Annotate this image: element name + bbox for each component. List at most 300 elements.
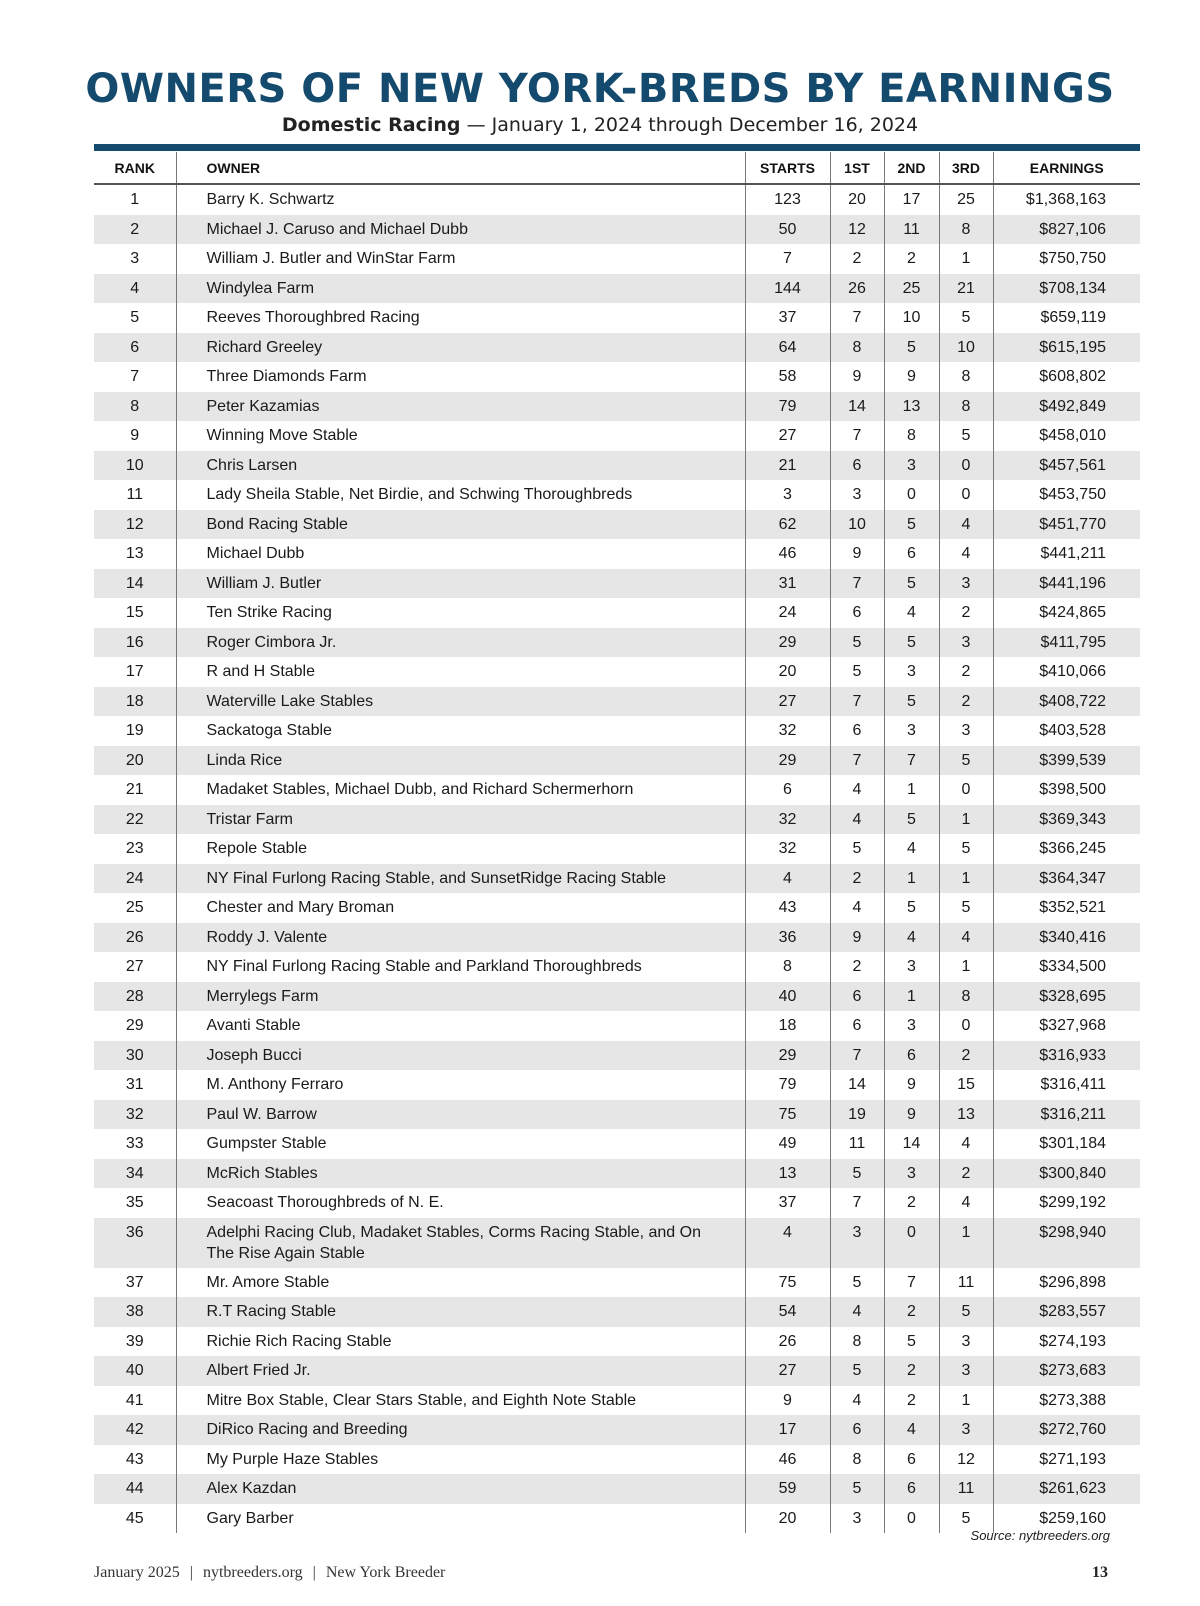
cell-second: 6 bbox=[884, 539, 939, 569]
cell-rank: 18 bbox=[94, 687, 176, 717]
cell-earnings: $399,539 bbox=[993, 746, 1140, 776]
cell-earnings: $334,500 bbox=[993, 952, 1140, 982]
cell-third: 1 bbox=[939, 1386, 993, 1416]
cell-first: 3 bbox=[830, 1218, 884, 1268]
cell-first: 2 bbox=[830, 244, 884, 274]
cell-rank: 17 bbox=[125, 663, 144, 680]
cell-rank: 1 bbox=[130, 191, 140, 208]
table-row bbox=[94, 1100, 1140, 1130]
cell-rank: 26 bbox=[94, 923, 176, 953]
cell-third: 1 bbox=[939, 864, 993, 894]
table-row bbox=[94, 184, 1140, 215]
cell-earnings: $492,849 bbox=[993, 392, 1140, 422]
cell-owner: Michael J. Caruso and Michael Dubb bbox=[176, 215, 745, 245]
cell-owner: NY Final Furlong Racing Stable, and SunsetRidge Racing Stable bbox=[176, 864, 745, 894]
cell-third: 3 bbox=[939, 569, 993, 599]
table-row bbox=[94, 480, 1140, 510]
table-row bbox=[94, 1041, 1140, 1071]
cell-second: 5 bbox=[884, 805, 939, 835]
cell-third: 0 bbox=[939, 451, 993, 481]
cell-owner: Chris Larsen bbox=[176, 451, 745, 481]
cell-second: 3 bbox=[884, 451, 939, 481]
table-row bbox=[94, 628, 1140, 658]
footer-publication: New York Breeder bbox=[325, 1564, 446, 1581]
cell-third: 25 bbox=[939, 184, 993, 215]
cell-second: 0 bbox=[884, 480, 939, 510]
cell-owner: Michael Dubb bbox=[176, 539, 745, 569]
cell-earnings: $615,195 bbox=[993, 333, 1140, 363]
cell-third: 5 bbox=[939, 746, 993, 776]
page-number: 13 bbox=[1092, 1564, 1108, 1581]
cell-rank: 35 bbox=[125, 1194, 144, 1211]
cell-first: 5 bbox=[830, 1356, 884, 1386]
cell-third: 3 bbox=[939, 1327, 993, 1357]
cell-rank: 6 bbox=[94, 333, 176, 363]
cell-starts: 32 bbox=[745, 834, 830, 864]
cell-first: 5 bbox=[830, 1159, 884, 1189]
cell-starts: 9 bbox=[745, 1386, 830, 1416]
cell-third: 1 bbox=[939, 244, 993, 274]
cell-third: 2 bbox=[939, 657, 993, 687]
cell-starts: 21 bbox=[745, 451, 830, 481]
cell-owner: Ten Strike Racing bbox=[176, 598, 745, 628]
cell-rank: 22 bbox=[94, 805, 176, 835]
cell-second: 2 bbox=[884, 1356, 939, 1386]
cell-first: 10 bbox=[830, 510, 884, 540]
cell-first: 5 bbox=[830, 834, 884, 864]
cell-earnings: $272,760 bbox=[993, 1415, 1140, 1445]
table-row bbox=[94, 1356, 1140, 1386]
table-row bbox=[94, 834, 1140, 864]
cell-first: 6 bbox=[830, 982, 884, 1012]
cell-second: 5 bbox=[884, 687, 939, 717]
cell-owner: Winning Move Stable bbox=[176, 421, 745, 451]
cell-second: 5 bbox=[884, 893, 939, 923]
cell-starts: 17 bbox=[745, 1415, 830, 1445]
table-row bbox=[94, 687, 1140, 717]
cell-owner: Richie Rich Racing Stable bbox=[176, 1327, 745, 1357]
cell-earnings: $299,192 bbox=[993, 1188, 1140, 1218]
footer-issue: January 2025 bbox=[94, 1564, 180, 1581]
table-row bbox=[94, 923, 1140, 953]
footer bbox=[94, 1564, 445, 1582]
cell-earnings: $458,010 bbox=[993, 421, 1140, 451]
table-row bbox=[94, 657, 1140, 687]
table-row bbox=[94, 333, 1140, 363]
table-row bbox=[94, 215, 1140, 245]
cell-owner: Reeves Thoroughbred Racing bbox=[176, 303, 745, 333]
cell-owner: Madaket Stables, Michael Dubb, and Richard Schermerhorn bbox=[176, 775, 745, 805]
cell-second: 3 bbox=[884, 952, 939, 982]
cell-owner: Waterville Lake Stables bbox=[176, 687, 745, 717]
cell-first: 6 bbox=[830, 1011, 884, 1041]
cell-first: 9 bbox=[830, 362, 884, 392]
cell-starts: 59 bbox=[745, 1474, 830, 1504]
source-note: Source: nytbreeders.org bbox=[970, 1528, 1110, 1543]
table-row bbox=[94, 362, 1140, 392]
cell-starts: 62 bbox=[745, 510, 830, 540]
cell-starts: 20 bbox=[745, 657, 830, 687]
cell-third: 10 bbox=[939, 333, 993, 363]
table-row bbox=[94, 1188, 1140, 1218]
cell-first: 2 bbox=[830, 864, 884, 894]
subtitle bbox=[0, 114, 1200, 136]
cell-owner: Bond Racing Stable bbox=[176, 510, 745, 540]
cell-rank: 5 bbox=[130, 309, 140, 326]
cell-rank: 29 bbox=[125, 1017, 144, 1034]
cell-third: 5 bbox=[939, 421, 993, 451]
cell-third: 4 bbox=[939, 1188, 993, 1218]
cell-third: 8 bbox=[939, 362, 993, 392]
cell-starts: 31 bbox=[745, 569, 830, 599]
table-row bbox=[94, 1218, 1140, 1268]
cell-second: 25 bbox=[884, 274, 939, 304]
cell-earnings: $369,343 bbox=[993, 805, 1140, 835]
cell-starts: 4 bbox=[745, 1218, 830, 1268]
cell-rank: 10 bbox=[94, 451, 176, 481]
table-row bbox=[94, 303, 1140, 333]
cell-earnings: $659,119 bbox=[993, 303, 1140, 333]
table-row bbox=[94, 1445, 1140, 1475]
cell-second: 2 bbox=[884, 1188, 939, 1218]
cell-rank: 23 bbox=[125, 840, 144, 857]
header-first: 1ST bbox=[830, 152, 884, 184]
cell-second: 8 bbox=[884, 421, 939, 451]
cell-first: 14 bbox=[830, 392, 884, 422]
cell-starts: 46 bbox=[745, 539, 830, 569]
cell-owner: Lady Sheila Stable, Net Birdie, and Schwing Thoroughbreds bbox=[176, 480, 745, 510]
cell-earnings: $274,193 bbox=[993, 1327, 1140, 1357]
cell-starts: 75 bbox=[745, 1100, 830, 1130]
cell-earnings: $827,106 bbox=[993, 215, 1140, 245]
cell-rank: 27 bbox=[125, 958, 144, 975]
cell-earnings: $708,134 bbox=[993, 274, 1140, 304]
cell-rank: 34 bbox=[94, 1159, 176, 1189]
cell-second: 7 bbox=[884, 746, 939, 776]
cell-owner: NY Final Furlong Racing Stable and Parkland Thoroughbreds bbox=[176, 952, 745, 982]
cell-second: 17 bbox=[884, 184, 939, 215]
table-row bbox=[94, 1327, 1140, 1357]
cell-second: 5 bbox=[884, 333, 939, 363]
cell-rank: 21 bbox=[125, 781, 144, 798]
cell-owner: M. Anthony Ferraro bbox=[176, 1070, 745, 1100]
cell-first: 6 bbox=[830, 451, 884, 481]
header-rule bbox=[94, 144, 1140, 151]
cell-owner: Windylea Farm bbox=[176, 274, 745, 304]
cell-second: 5 bbox=[884, 628, 939, 658]
cell-earnings: $366,245 bbox=[993, 834, 1140, 864]
cell-first: 3 bbox=[830, 1504, 884, 1534]
cell-owner: Mr. Amore Stable bbox=[176, 1268, 745, 1298]
cell-first: 6 bbox=[830, 1415, 884, 1445]
table-row bbox=[94, 1386, 1140, 1416]
cell-rank: 3 bbox=[130, 250, 140, 267]
cell-first: 8 bbox=[830, 1327, 884, 1357]
cell-earnings: $316,211 bbox=[993, 1100, 1140, 1130]
cell-rank: 30 bbox=[94, 1041, 176, 1071]
cell-owner: Gumpster Stable bbox=[176, 1129, 745, 1159]
cell-second: 2 bbox=[884, 1297, 939, 1327]
table-row bbox=[94, 421, 1140, 451]
cell-starts: 8 bbox=[745, 952, 830, 982]
cell-earnings: $352,521 bbox=[993, 893, 1140, 923]
cell-owner: Mitre Box Stable, Clear Stars Stable, and Eighth Note Stable bbox=[176, 1386, 745, 1416]
cell-rank: 42 bbox=[94, 1415, 176, 1445]
cell-third: 4 bbox=[939, 539, 993, 569]
cell-first: 2 bbox=[830, 952, 884, 982]
cell-starts: 32 bbox=[745, 716, 830, 746]
cell-starts: 75 bbox=[745, 1268, 830, 1298]
header-starts: STARTS bbox=[745, 152, 830, 184]
table-row bbox=[94, 539, 1140, 569]
cell-starts: 40 bbox=[745, 982, 830, 1012]
cell-rank: 28 bbox=[94, 982, 176, 1012]
cell-earnings: $298,940 bbox=[993, 1218, 1140, 1268]
cell-rank: 9 bbox=[130, 427, 140, 444]
cell-third: 5 bbox=[939, 834, 993, 864]
cell-third: 1 bbox=[939, 952, 993, 982]
cell-starts: 3 bbox=[745, 480, 830, 510]
cell-rank: 19 bbox=[125, 722, 144, 739]
cell-second: 6 bbox=[884, 1445, 939, 1475]
cell-earnings: $410,066 bbox=[993, 657, 1140, 687]
cell-earnings: $411,795 bbox=[993, 628, 1140, 658]
table-row bbox=[94, 598, 1140, 628]
table-row bbox=[94, 569, 1140, 599]
cell-earnings: $441,211 bbox=[993, 539, 1140, 569]
cell-second: 3 bbox=[884, 1159, 939, 1189]
cell-first: 7 bbox=[830, 303, 884, 333]
cell-starts: 13 bbox=[745, 1159, 830, 1189]
cell-first: 8 bbox=[830, 1445, 884, 1475]
cell-earnings: $424,865 bbox=[993, 598, 1140, 628]
cell-earnings: $296,898 bbox=[993, 1268, 1140, 1298]
table-row bbox=[94, 864, 1140, 894]
cell-owner: Richard Greeley bbox=[176, 333, 745, 363]
table-row bbox=[94, 893, 1140, 923]
cell-third: 3 bbox=[939, 1356, 993, 1386]
cell-rank: 12 bbox=[94, 510, 176, 540]
footer-website: nytbreeders.org bbox=[202, 1564, 303, 1581]
cell-rank: 20 bbox=[94, 746, 176, 776]
cell-first: 4 bbox=[830, 775, 884, 805]
cell-second: 9 bbox=[884, 1070, 939, 1100]
cell-first: 4 bbox=[830, 1297, 884, 1327]
cell-first: 7 bbox=[830, 746, 884, 776]
cell-starts: 123 bbox=[745, 184, 830, 215]
cell-rank: 25 bbox=[125, 899, 144, 916]
cell-third: 13 bbox=[939, 1100, 993, 1130]
cell-third: 15 bbox=[939, 1070, 993, 1100]
cell-second: 4 bbox=[884, 923, 939, 953]
cell-second: 2 bbox=[884, 244, 939, 274]
cell-owner: Three Diamonds Farm bbox=[176, 362, 745, 392]
header-third: 3RD bbox=[939, 152, 993, 184]
cell-rank: 8 bbox=[94, 392, 176, 422]
table-row bbox=[94, 1070, 1140, 1100]
cell-third: 21 bbox=[939, 274, 993, 304]
cell-second: 0 bbox=[884, 1504, 939, 1534]
header-owner: OWNER bbox=[176, 152, 745, 184]
cell-owner: Seacoast Thoroughbreds of N. E. bbox=[176, 1188, 745, 1218]
subtitle-bold: Domestic Racing bbox=[281, 114, 461, 136]
footer-separator: | bbox=[312, 1564, 316, 1581]
cell-owner: DiRico Racing and Breeding bbox=[176, 1415, 745, 1445]
cell-first: 4 bbox=[830, 893, 884, 923]
cell-third: 4 bbox=[939, 1129, 993, 1159]
cell-starts: 29 bbox=[745, 628, 830, 658]
cell-second: 1 bbox=[884, 864, 939, 894]
cell-starts: 36 bbox=[745, 923, 830, 953]
cell-owner: R and H Stable bbox=[176, 657, 745, 687]
cell-earnings: $301,184 bbox=[993, 1129, 1140, 1159]
cell-first: 5 bbox=[830, 1474, 884, 1504]
cell-starts: 79 bbox=[745, 1070, 830, 1100]
cell-owner: Tristar Farm bbox=[176, 805, 745, 835]
cell-earnings: $340,416 bbox=[993, 923, 1140, 953]
cell-owner: Sackatoga Stable bbox=[176, 716, 745, 746]
cell-owner: William J. Butler and WinStar Farm bbox=[176, 244, 745, 274]
cell-starts: 7 bbox=[745, 244, 830, 274]
cell-rank: 44 bbox=[94, 1474, 176, 1504]
cell-third: 5 bbox=[939, 1504, 993, 1534]
table-row bbox=[94, 1129, 1140, 1159]
cell-earnings: $364,347 bbox=[993, 864, 1140, 894]
cell-starts: 46 bbox=[745, 1445, 830, 1475]
cell-third: 8 bbox=[939, 982, 993, 1012]
cell-earnings: $273,683 bbox=[993, 1356, 1140, 1386]
table-row bbox=[94, 805, 1140, 835]
cell-rank: 7 bbox=[130, 368, 140, 385]
table-row bbox=[94, 716, 1140, 746]
cell-starts: 18 bbox=[745, 1011, 830, 1041]
cell-earnings: $259,160 bbox=[993, 1504, 1140, 1534]
owners-table bbox=[94, 152, 1140, 1533]
cell-owner: My Purple Haze Stables bbox=[176, 1445, 745, 1475]
cell-first: 7 bbox=[830, 687, 884, 717]
cell-third: 2 bbox=[939, 1041, 993, 1071]
header-earnings: EARNINGS bbox=[993, 152, 1140, 184]
cell-owner: Repole Stable bbox=[176, 834, 745, 864]
cell-owner: Linda Rice bbox=[176, 746, 745, 776]
cell-first: 11 bbox=[830, 1129, 884, 1159]
cell-first: 3 bbox=[830, 480, 884, 510]
cell-third: 5 bbox=[939, 303, 993, 333]
cell-earnings: $453,750 bbox=[993, 480, 1140, 510]
cell-owner: Joseph Bucci bbox=[176, 1041, 745, 1071]
cell-rank: 13 bbox=[125, 545, 144, 562]
cell-starts: 37 bbox=[745, 1188, 830, 1218]
cell-third: 8 bbox=[939, 392, 993, 422]
cell-third: 11 bbox=[939, 1474, 993, 1504]
cell-third: 0 bbox=[939, 480, 993, 510]
page-title: OWNERS OF NEW YORK-BREDS BY EARNINGS bbox=[85, 66, 1115, 112]
cell-starts: 58 bbox=[745, 362, 830, 392]
cell-first: 6 bbox=[830, 716, 884, 746]
cell-second: 5 bbox=[884, 569, 939, 599]
cell-earnings: $457,561 bbox=[993, 451, 1140, 481]
cell-starts: 54 bbox=[745, 1297, 830, 1327]
cell-first: 19 bbox=[830, 1100, 884, 1130]
cell-earnings: $441,196 bbox=[993, 569, 1140, 599]
cell-earnings: $261,623 bbox=[993, 1474, 1140, 1504]
cell-third: 5 bbox=[939, 893, 993, 923]
cell-second: 14 bbox=[884, 1129, 939, 1159]
cell-second: 1 bbox=[884, 775, 939, 805]
cell-earnings: $1,368,163 bbox=[993, 184, 1140, 215]
cell-starts: 26 bbox=[745, 1327, 830, 1357]
cell-rank: 32 bbox=[94, 1100, 176, 1130]
header-rank: RANK bbox=[94, 152, 176, 184]
cell-third: 0 bbox=[939, 1011, 993, 1041]
cell-starts: 24 bbox=[745, 598, 830, 628]
cell-rank: 11 bbox=[126, 486, 144, 503]
table-row bbox=[94, 1297, 1140, 1327]
cell-earnings: $316,933 bbox=[993, 1041, 1140, 1071]
cell-third: 3 bbox=[939, 628, 993, 658]
cell-owner: Gary Barber bbox=[176, 1504, 745, 1534]
cell-starts: 27 bbox=[745, 1356, 830, 1386]
cell-second: 4 bbox=[884, 834, 939, 864]
cell-rank: 37 bbox=[125, 1273, 144, 1291]
cell-first: 5 bbox=[830, 1268, 884, 1298]
cell-starts: 29 bbox=[745, 1041, 830, 1071]
cell-first: 5 bbox=[830, 628, 884, 658]
table-row bbox=[94, 392, 1140, 422]
table-row bbox=[94, 982, 1140, 1012]
table-header-row bbox=[94, 152, 1140, 184]
cell-second: 13 bbox=[884, 392, 939, 422]
cell-second: 9 bbox=[884, 1100, 939, 1130]
cell-third: 12 bbox=[939, 1445, 993, 1475]
cell-rank: 14 bbox=[94, 569, 176, 599]
cell-starts: 6 bbox=[745, 775, 830, 805]
cell-first: 4 bbox=[830, 805, 884, 835]
cell-third: 11 bbox=[939, 1268, 993, 1298]
cell-third: 5 bbox=[939, 1297, 993, 1327]
cell-rank: 31 bbox=[125, 1076, 144, 1093]
cell-third: 3 bbox=[939, 1415, 993, 1445]
cell-first: 6 bbox=[830, 598, 884, 628]
cell-earnings: $283,557 bbox=[993, 1297, 1140, 1327]
cell-first: 26 bbox=[830, 274, 884, 304]
table-row bbox=[94, 952, 1140, 982]
cell-rank: 16 bbox=[94, 628, 176, 658]
cell-owner: Merrylegs Farm bbox=[176, 982, 745, 1012]
table-body bbox=[94, 184, 1140, 1533]
cell-third: 2 bbox=[939, 687, 993, 717]
cell-earnings: $273,388 bbox=[993, 1386, 1140, 1416]
cell-rank: 41 bbox=[125, 1391, 144, 1409]
cell-second: 0 bbox=[884, 1218, 939, 1268]
cell-starts: 29 bbox=[745, 746, 830, 776]
cell-second: 2 bbox=[884, 1386, 939, 1416]
table-row bbox=[94, 244, 1140, 274]
cell-owner: Avanti Stable bbox=[176, 1011, 745, 1041]
cell-rank: 36 bbox=[94, 1218, 176, 1268]
cell-earnings: $408,722 bbox=[993, 687, 1140, 717]
cell-second: 1 bbox=[884, 982, 939, 1012]
cell-earnings: $750,750 bbox=[993, 244, 1140, 274]
cell-starts: 79 bbox=[745, 392, 830, 422]
cell-owner: Paul W. Barrow bbox=[176, 1100, 745, 1130]
cell-starts: 32 bbox=[745, 805, 830, 835]
cell-rank: 40 bbox=[94, 1356, 176, 1386]
table-row bbox=[94, 1159, 1140, 1189]
cell-starts: 37 bbox=[745, 303, 830, 333]
cell-earnings: $300,840 bbox=[993, 1159, 1140, 1189]
cell-owner: Alex Kazdan bbox=[176, 1474, 745, 1504]
